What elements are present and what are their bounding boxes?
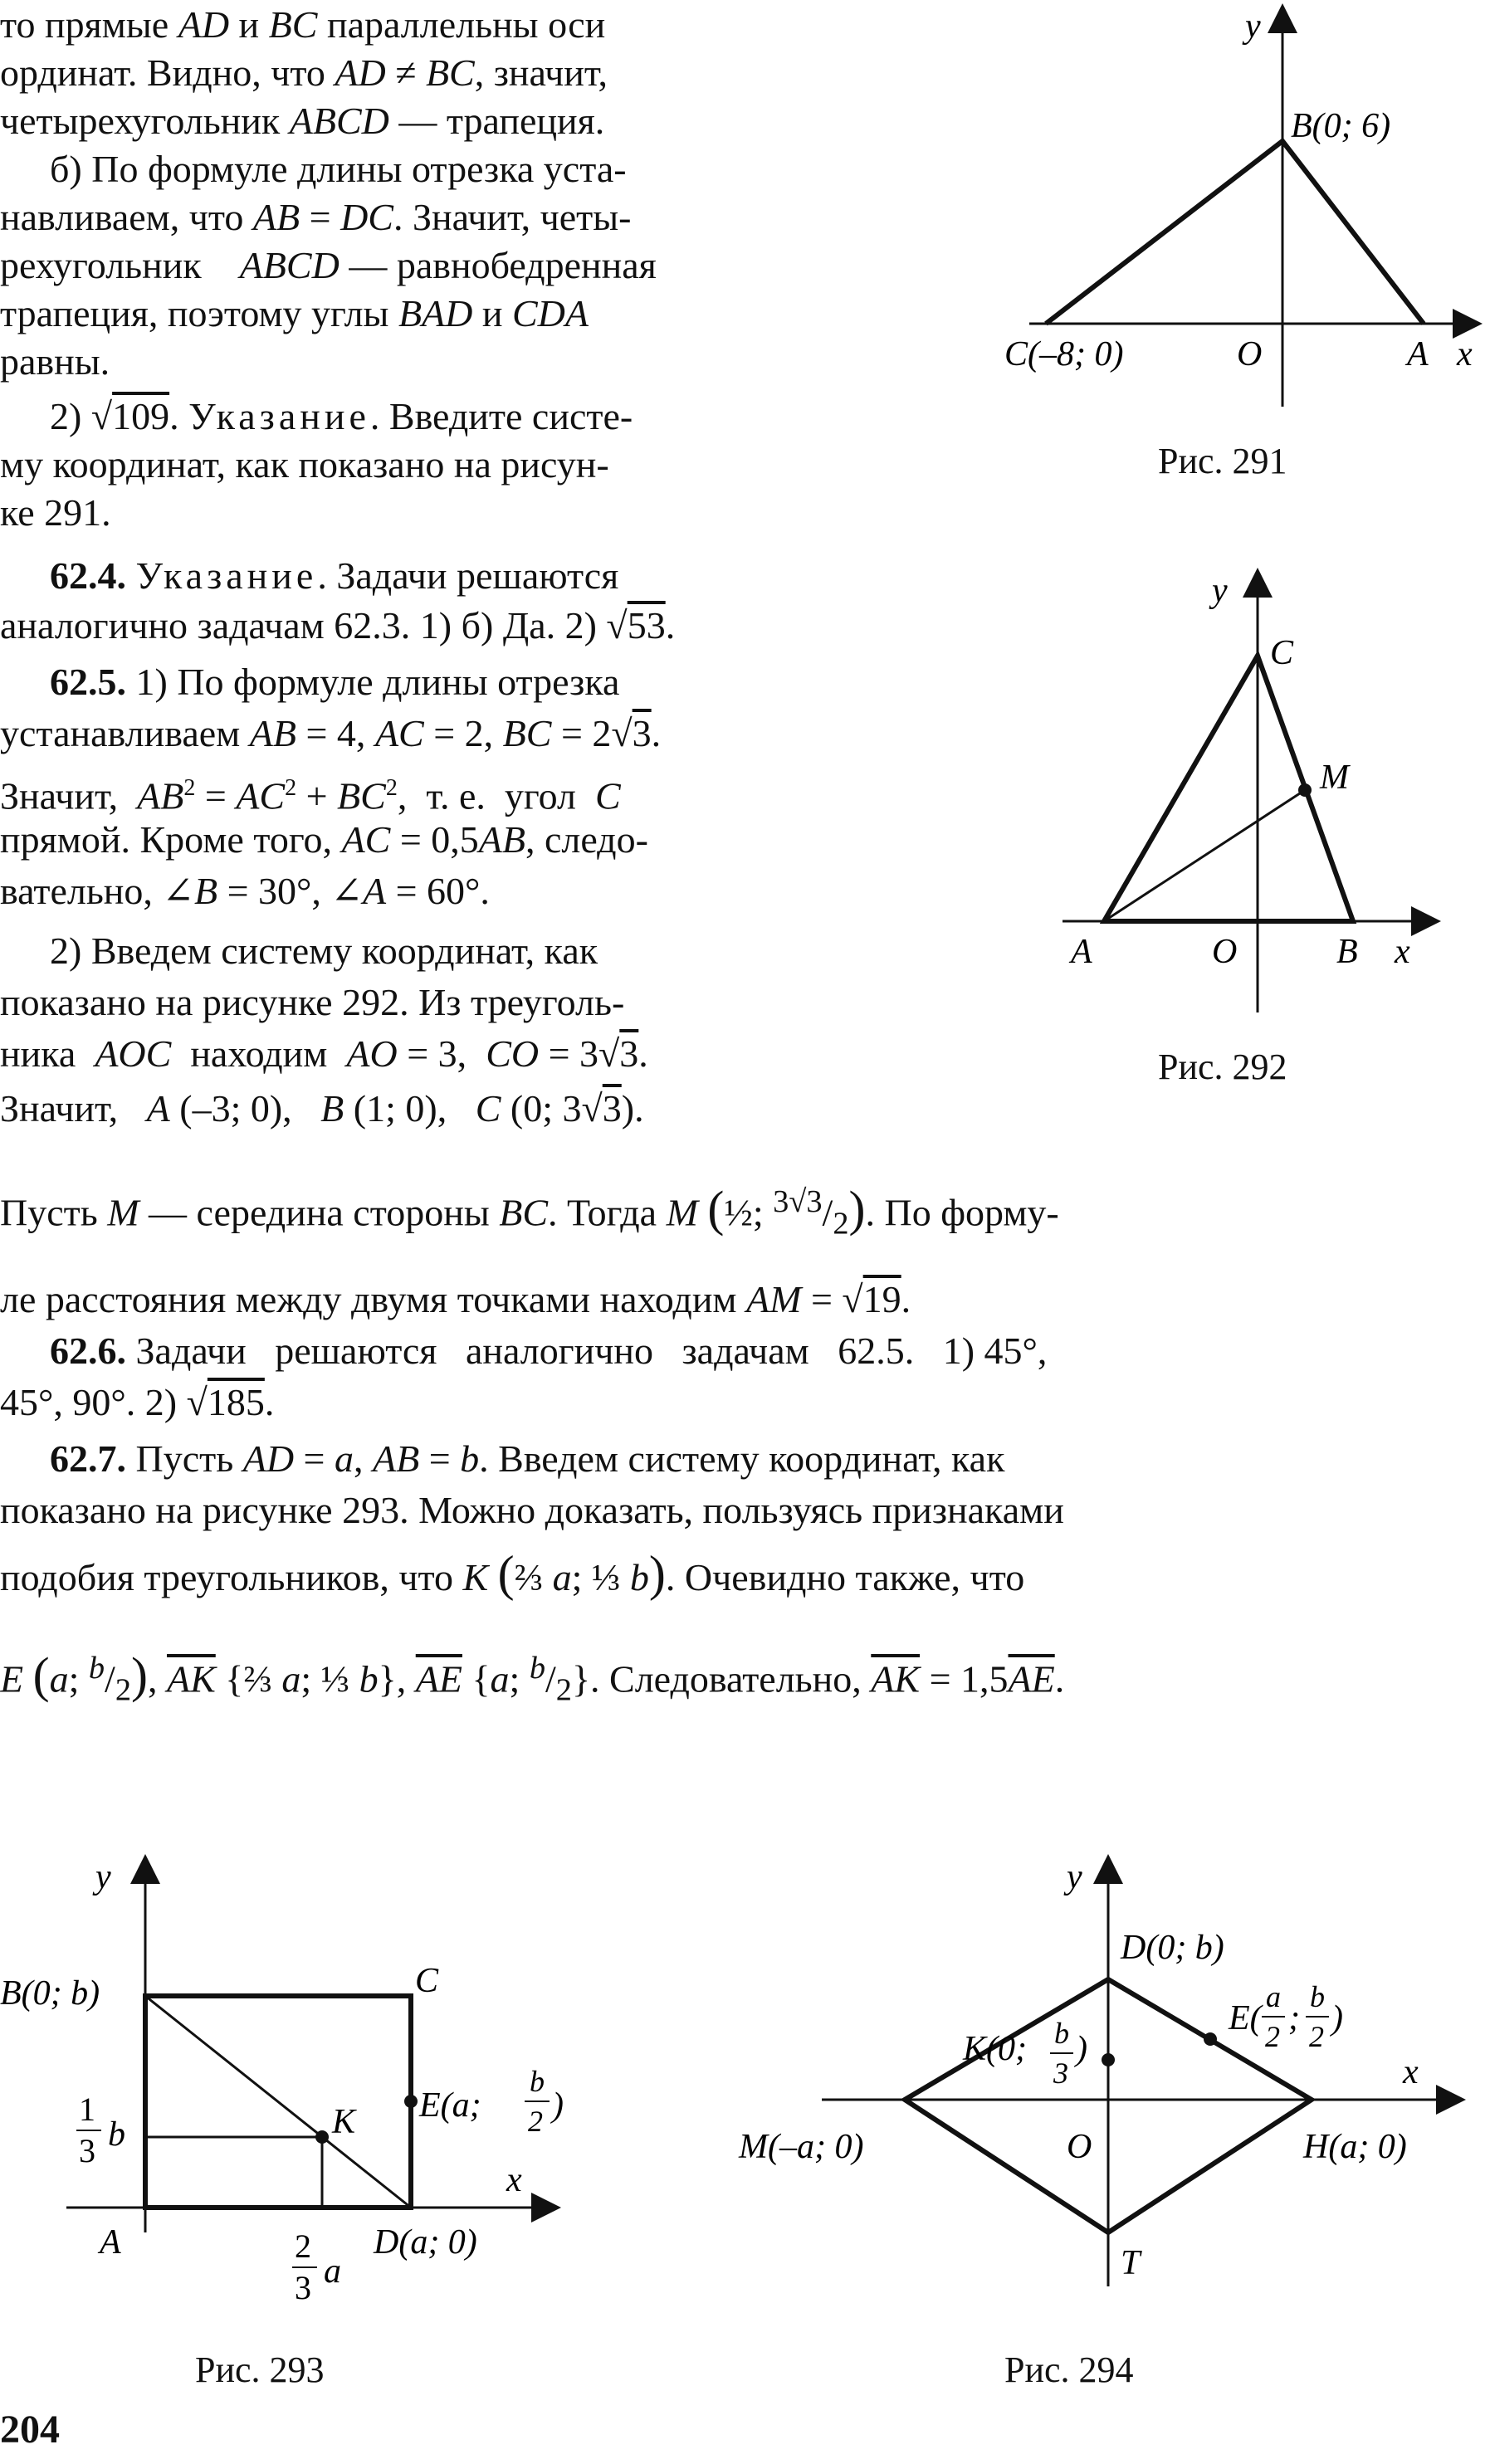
label-E-pre: E(a; [419,2086,481,2125]
label-E-pre: E( [1229,1999,1262,2037]
label-H: H(a; 0) [1303,2128,1407,2166]
label-D: D(a; 0) [374,2223,477,2262]
text-line-2: ординат. Видно, что AD ≠ BC, значит, [0,51,608,94]
point-e [404,2095,418,2108]
label-T: T [1121,2244,1141,2282]
text-line-20: показано на рисунке 292. Из треуголь- [0,981,625,1023]
label-K: K [332,2103,356,2141]
median-am [1104,790,1305,921]
label-E-num: b [530,2065,545,2098]
diagonal-bd [145,1996,411,2208]
text-line-30: E (a; $^b/_2$), $\overline{AK}$ {⅔ a; ⅓ b}, $\overline{AE}$ {a; $^b/_2$}. Следовательно, $\overline{AK} = 1,5\overline{AE}$. [0,1647,1065,1708]
text-line-11: ке 291. [0,491,111,534]
label-E-post: ) [552,2086,564,2125]
caption-291: Рис. 291 [1158,441,1287,481]
text-line-22: Значит, A (–3; 0), B (1; 0), C (0; 3√3). [0,1087,644,1130]
text-line-13: аналогично задачам 62.3. 1) б) Да. 2) √53. [0,604,676,646]
figure-292 [1029,564,1490,1029]
text-line-1: то прямые AD и BC параллельны оси [0,3,606,46]
label-x: x [1395,933,1410,971]
text-line-5: навливаем, что AB = DC. Значит, четы- [0,196,632,238]
label-C: C [1270,634,1294,672]
label-O: O [1067,2128,1092,2166]
label-E-sep: ; [1288,1999,1300,2037]
label-A: A [100,2223,121,2262]
label-E-n2: b [1310,1980,1325,2013]
text-line-21: ника AOC находим AO = 3, CO = 3√3. [0,1032,648,1075]
label-x: x [1457,335,1473,373]
label-B: B(0; 6) [1291,107,1391,145]
point-k [1102,2053,1115,2066]
label-E-den: 2 [528,2105,543,2138]
label-B: B(0; b) [0,1974,100,2013]
text-line-29: подобия треугольников, что K (⅔ a; ⅓ b). Очевидно также, что [0,1546,1025,1601]
page-number: 204 [0,2408,60,2452]
text-line-24: ле расстояния между двумя точками находим AM = √19. [0,1278,911,1320]
label-K-post: ) [1076,2030,1087,2068]
text-line-7: трапеция, поэтому углы BAD и CDA [0,292,589,334]
caption-292: Рис. 292 [1158,1047,1287,1087]
label-O: O [1237,335,1263,373]
label-y: y [95,1858,111,1896]
text-line-27: 62.7. Пусть AD = a, AB = b. Введем систему координат, как [50,1437,1005,1480]
figure-293 [0,1851,581,2315]
label-B: B [1336,933,1358,971]
text-line-26: 45°, 90°. 2) √185. [0,1381,275,1423]
point-k [315,2130,329,2144]
text-line-4: б) По формуле длины отрезка уста- [50,148,627,190]
text-line-6: рехугольник ABCD — равнобедренная [0,244,657,286]
label-y: y [1245,7,1261,46]
label-E-d1: 2 [1265,2020,1280,2053]
text-line-10: му координат, как показано на рисун- [0,443,609,485]
label-C: C [415,1962,439,2000]
label-D: D(0; b) [1121,1929,1224,1967]
label-x: x [1403,2053,1419,2091]
text-line-18: вательно, ∠B = 30°, ∠A = 60°. [0,870,490,912]
text-line-25: 62.6. Задачи решаются аналогично задачам 62.5. 1) 45°, [50,1330,1048,1372]
label-frac13-num: 1 [79,2091,95,2128]
label-M: M(–a; 0) [739,2128,864,2166]
text-line-12: 62.4. Указание. Задачи решаются [50,554,619,597]
point-e [1204,2032,1217,2046]
text-line-3: четырехугольник ABCD — трапеция. [0,100,605,142]
figure-294 [730,1851,1478,2315]
label-M: M [1320,759,1349,797]
label-frac13-den: 3 [79,2132,95,2169]
text-line-8: равны. [0,340,110,383]
label-y: y [1067,1858,1082,1896]
text-line-17: прямой. Кроме того, AC = 0,5AB, следо- [0,818,648,861]
label-K-pre: K(0; [963,2030,1027,2068]
label-frac23-var: a [324,2252,341,2291]
label-C: C(–8; 0) [1004,335,1124,373]
label-O: O [1212,933,1238,971]
triangle-abc [1104,656,1353,921]
label-K-num: b [1054,2017,1069,2050]
caption-293: Рис. 293 [195,2349,325,2390]
caption-294: Рис. 294 [1004,2349,1134,2390]
label-E-d2: 2 [1309,2020,1324,2053]
point-m [1298,783,1312,797]
label-A: A [1407,335,1429,373]
label-A: A [1071,933,1092,971]
text-line-9: 2) √109. Указание. Введите систе- [50,395,633,437]
label-frac23-num: 2 [295,2227,311,2265]
label-x: x [506,2161,522,2199]
label-E-n1: a [1266,1980,1281,2013]
text-line-14: 62.5. 1) По формуле длины отрезка [50,661,620,703]
text-line-28: показано на рисунке 293. Можно доказать, пользуясь признаками [0,1489,1064,1531]
label-E-post: ) [1331,1999,1343,2037]
text-line-23: Пусть M — середина стороны BC. Тогда M (½; $^{3√3}/_2$). По форму- [0,1181,1059,1242]
text-line-15: устанавливаем AB = 4, AC = 2, BC = 2√3. [0,712,662,754]
triangle-cba [1046,141,1424,324]
figure-291 [979,0,1490,432]
label-y: y [1212,572,1228,610]
label-K-den: 3 [1053,2057,1068,2090]
label-frac13-var: b [108,2115,125,2154]
text-line-16: Значит, $AB^2 = AC^2 + BC^2$, т. е. угол C [0,774,621,817]
text-line-19: 2) Введем систему координат, как [50,929,598,972]
label-frac23-den: 3 [295,2269,311,2306]
